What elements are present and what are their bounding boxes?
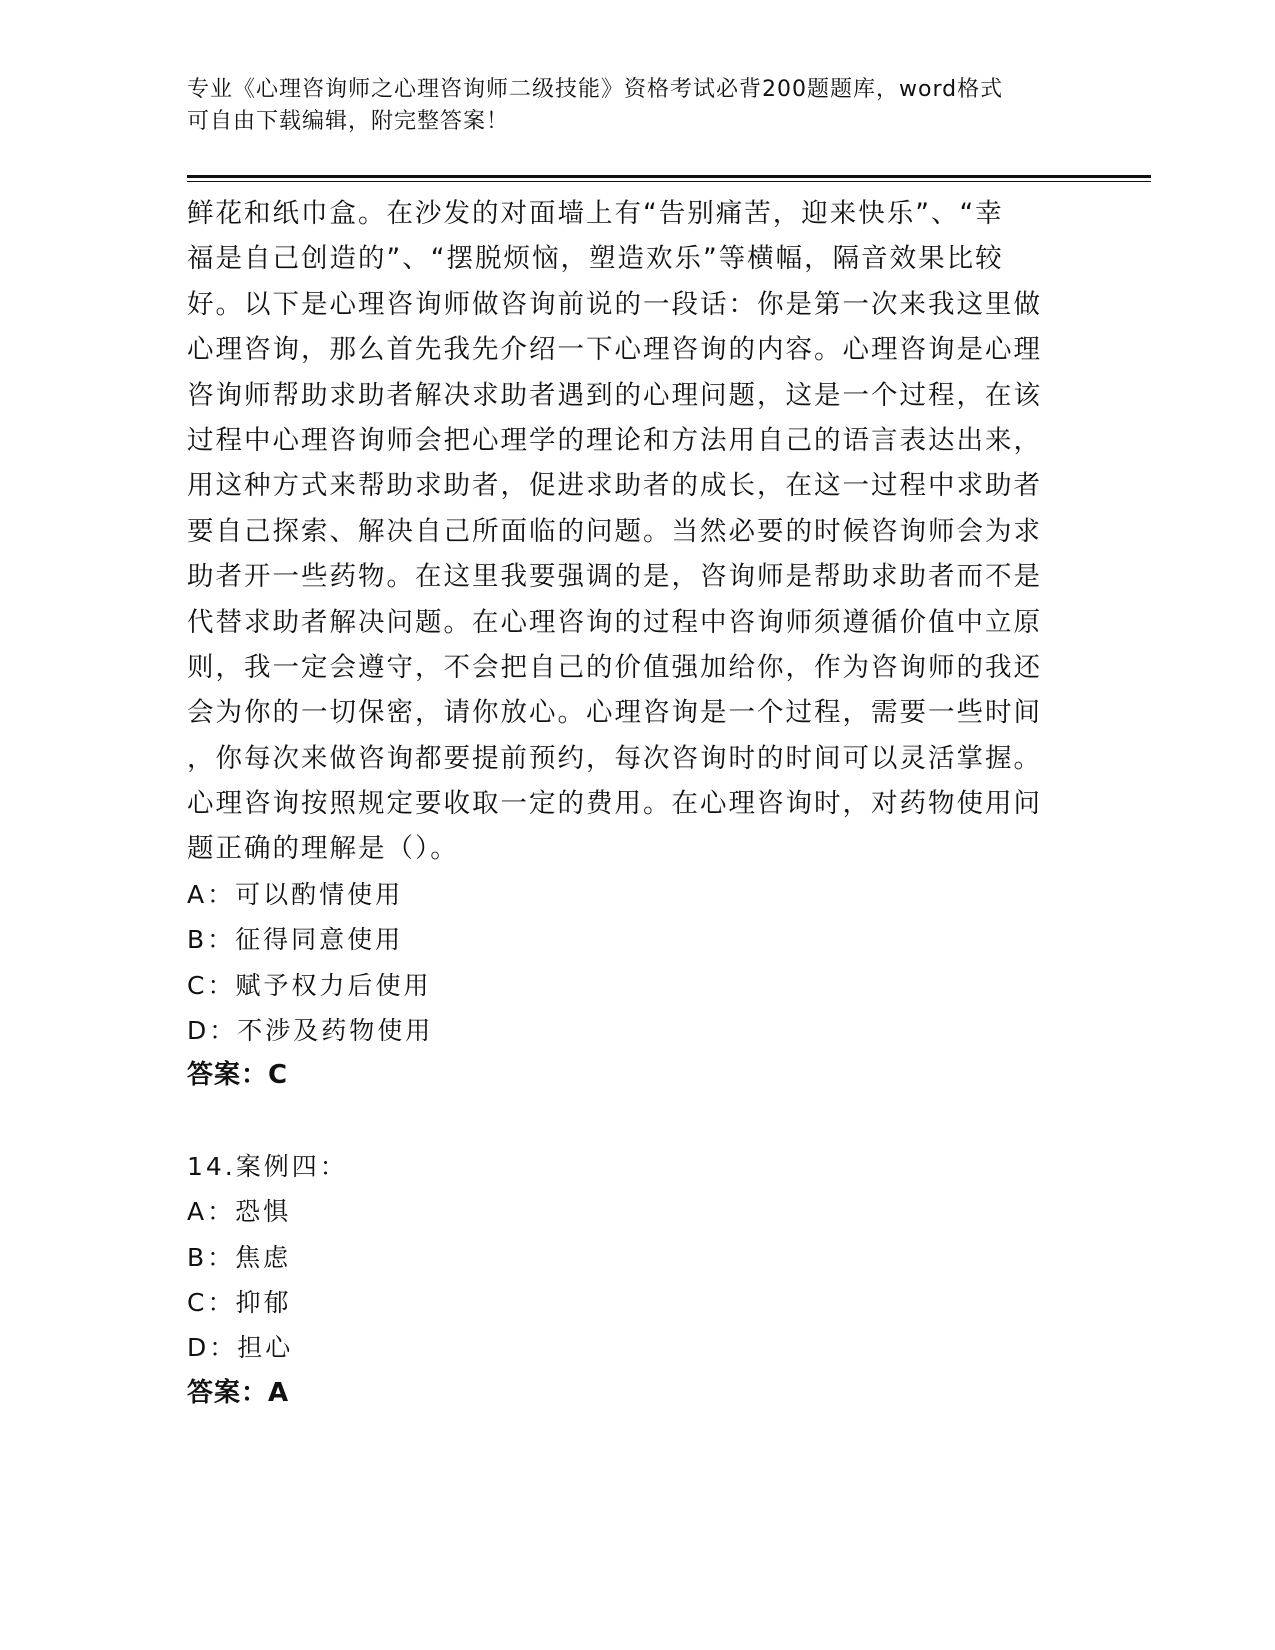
stem-line: 助者开一些药物。在这里我要强调的是，咨询师是帮助求助者而不是 bbox=[187, 561, 1042, 593]
option-b: B：焦虑 bbox=[187, 1242, 292, 1272]
question-13-options bbox=[187, 872, 1067, 1054]
spacer bbox=[187, 1099, 1067, 1144]
option-d: D：担心 bbox=[187, 1333, 294, 1363]
option-c: C：赋予权力后使用 bbox=[187, 970, 432, 1000]
stem-line: 咨询师帮助求助者解决求助者遇到的心理问题，这是一个过程，在该 bbox=[187, 379, 1042, 411]
document-body bbox=[187, 191, 1067, 1416]
stem-line: 过程中心理咨询师会把心理学的理论和方法用自己的语言表达出来， bbox=[187, 424, 1042, 456]
stem-line: 鲜花和纸巾盒。在沙发的对面墙上有“告别痛苦，迎来快乐”、“幸 bbox=[187, 198, 1004, 229]
question-14-title: 14.案例四： bbox=[187, 1151, 348, 1181]
stem-line: 会为你的一切保密，请你放心。心理咨询是一个过程，需要一些时间 bbox=[187, 697, 1042, 729]
stem-line: 代替求助者解决问题。在心理咨询的过程中咨询师须遵循价值中立原 bbox=[187, 606, 1042, 638]
option-a: A：可以酌情使用 bbox=[187, 879, 404, 909]
option-d: D：不涉及药物使用 bbox=[187, 1016, 434, 1046]
question-14-answer: 答案：A bbox=[187, 1377, 290, 1408]
header-line-2: 可自由下载编辑，附完整答案！ bbox=[187, 109, 510, 134]
option-c: C：抑郁 bbox=[187, 1287, 292, 1317]
option-a: A：恐惧 bbox=[187, 1197, 292, 1227]
option-b: B：征得同意使用 bbox=[187, 925, 404, 955]
stem-line: ，你每次来做咨询都要提前预约，每次咨询时的时间可以灵活掌握。 bbox=[187, 742, 1042, 774]
header-line-1: 专业《心理咨询师之心理咨询师二级技能》资格考试必背200题题库，word格式 bbox=[187, 77, 1004, 102]
header-rule-thick bbox=[187, 175, 1151, 178]
question-13-stem bbox=[187, 191, 1067, 872]
stem-line: 心理咨询，那么首先我先介绍一下心理咨询的内容。心理咨询是心理 bbox=[187, 334, 1042, 366]
stem-line: 则，我一定会遵守，不会把自己的价值强加给你，作为咨询师的我还 bbox=[187, 651, 1042, 683]
question-13-answer: 答案：C bbox=[187, 1060, 289, 1091]
header-rule-thin bbox=[187, 181, 1151, 182]
stem-line: 好。以下是心理咨询师做咨询前说的一段话：你是第一次来我这里做 bbox=[187, 288, 1042, 320]
document-header bbox=[187, 74, 1067, 138]
stem-line: 要自己探索、解决自己所面临的问题。当然必要的时候咨询师会为求 bbox=[187, 515, 1042, 547]
stem-line: 福是自己创造的”、“摆脱烦恼，塑造欢乐”等横幅，隔音效果比较 bbox=[187, 243, 1004, 275]
stem-line: 题正确的理解是（）。 bbox=[187, 833, 459, 865]
stem-line: 心理咨询按照规定要收取一定的费用。在心理咨询时，对药物使用问 bbox=[187, 788, 1042, 820]
stem-line: 用这种方式来帮助求助者，促进求助者的成长，在这一过程中求助者 bbox=[187, 470, 1042, 502]
question-14-options bbox=[187, 1189, 1067, 1371]
